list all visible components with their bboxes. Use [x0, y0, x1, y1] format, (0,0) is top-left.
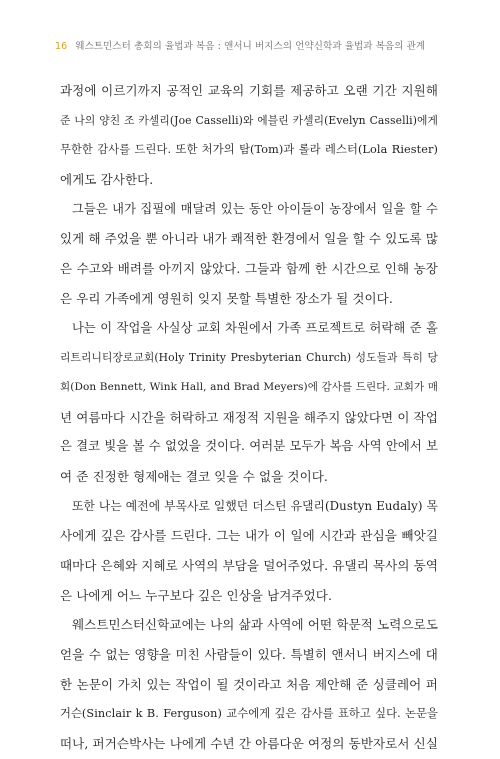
text-line: 은 나에게 어느 누구보다 깊은 인상을 남겨주었다.	[60, 587, 333, 603]
text-line: 여 준 진정한 형제애는 결코 잊을 수 없을 것이다.	[60, 468, 328, 484]
text-line: 그들은 내가 집필에 매달려 있는 동안 아이들이 농장에서 일을 할 수	[72, 201, 438, 216]
text-line: 무한한 감사를 드린다. 또한 처가의 탐(Tom)과 롤라 레스터(Lola Riester)	[60, 143, 438, 157]
text-line: 떠나, 퍼거슨박사는 나에게 수년 간 아름다운 여정의 동반자로서 신실	[60, 736, 438, 752]
text-line: 회(Don Bennett, Wink Hall, and Brad Meyers)에 감사를 드린다. 교회가 매	[60, 380, 438, 393]
text-line: 나는 이 작업을 사실상 교회 차원에서 가족 프로젝트로 허락해 준 홀	[72, 320, 438, 335]
body-text	[60, 76, 438, 759]
text-line: 은 수고와 배려를 아끼지 않았다. 그들과 함께 한 시간으로 인해 농장	[60, 261, 438, 277]
page-number: 16	[55, 41, 68, 52]
text-line: 웨스트민스터신학교에는 나의 삶과 사역에 어떤 학문적 노력으로도	[72, 617, 438, 633]
text-line: 얻을 수 없는 영향을 미친 사람들이 있다. 특별히 앤서니 버지스에 대	[60, 647, 438, 663]
text-line: 은 우리 가족에게 영원히 잊지 못할 특별한 장소가 될 것이다.	[60, 290, 393, 306]
text-line: 준 나의 양친 조 카셀리(Joe Casselli)와 에블린 카셀리(Evelyn Casselli)에게	[60, 113, 438, 127]
text-line: 거슨(Sinclair k B. Ferguson) 교수에게 깊은 감사를 표하고 싶다. 논문을	[60, 707, 438, 721]
text-line: 또한 나는 예전에 부목사로 일했던 더스틴 유댈리(Dustyn Eudaly) 목	[72, 498, 438, 513]
text-line: 있게 해 주었을 뿐 아니라 내가 쾌적한 환경에서 일을 할 수 있도록 많	[60, 231, 438, 247]
text-line: 년 여름마다 시간을 허락하고 재정적 지원을 해주지 않았다면 이 작업	[60, 409, 438, 425]
text-line: 사에게 깊은 감사를 드린다. 그는 내가 이 일에 시간과 관심을 빼앗길	[60, 528, 438, 544]
text-line: 에게도 감사한다.	[60, 172, 154, 188]
running-title: 웨스트민스터 총회의 율법과 복음 : 앤서니 버지스의 언약신학과 율법과 복음의 관계	[75, 41, 426, 52]
text-line: 과정에 이르기까지 공적인 교육의 기회를 제공하고 오랜 기간 지원해	[60, 83, 438, 98]
text-line: 때마다 은혜와 지혜로 사역의 부담을 덜어주었다. 유댈리 목사의 동역	[60, 558, 438, 573]
text-line: 은 결코 빛을 볼 수 없었을 것이다. 여러분 모두가 복음 사역 안에서 보	[60, 439, 438, 454]
text-line: 리트리니티장로교회(Holy Trinity Presbyterian Church) 성도들과 특히 당	[60, 351, 438, 365]
running-header	[55, 38, 475, 52]
text-line: 한 논문이 가치 있는 작업이 될 것이라고 처음 제안해 준 싱클레어 퍼	[60, 676, 438, 692]
